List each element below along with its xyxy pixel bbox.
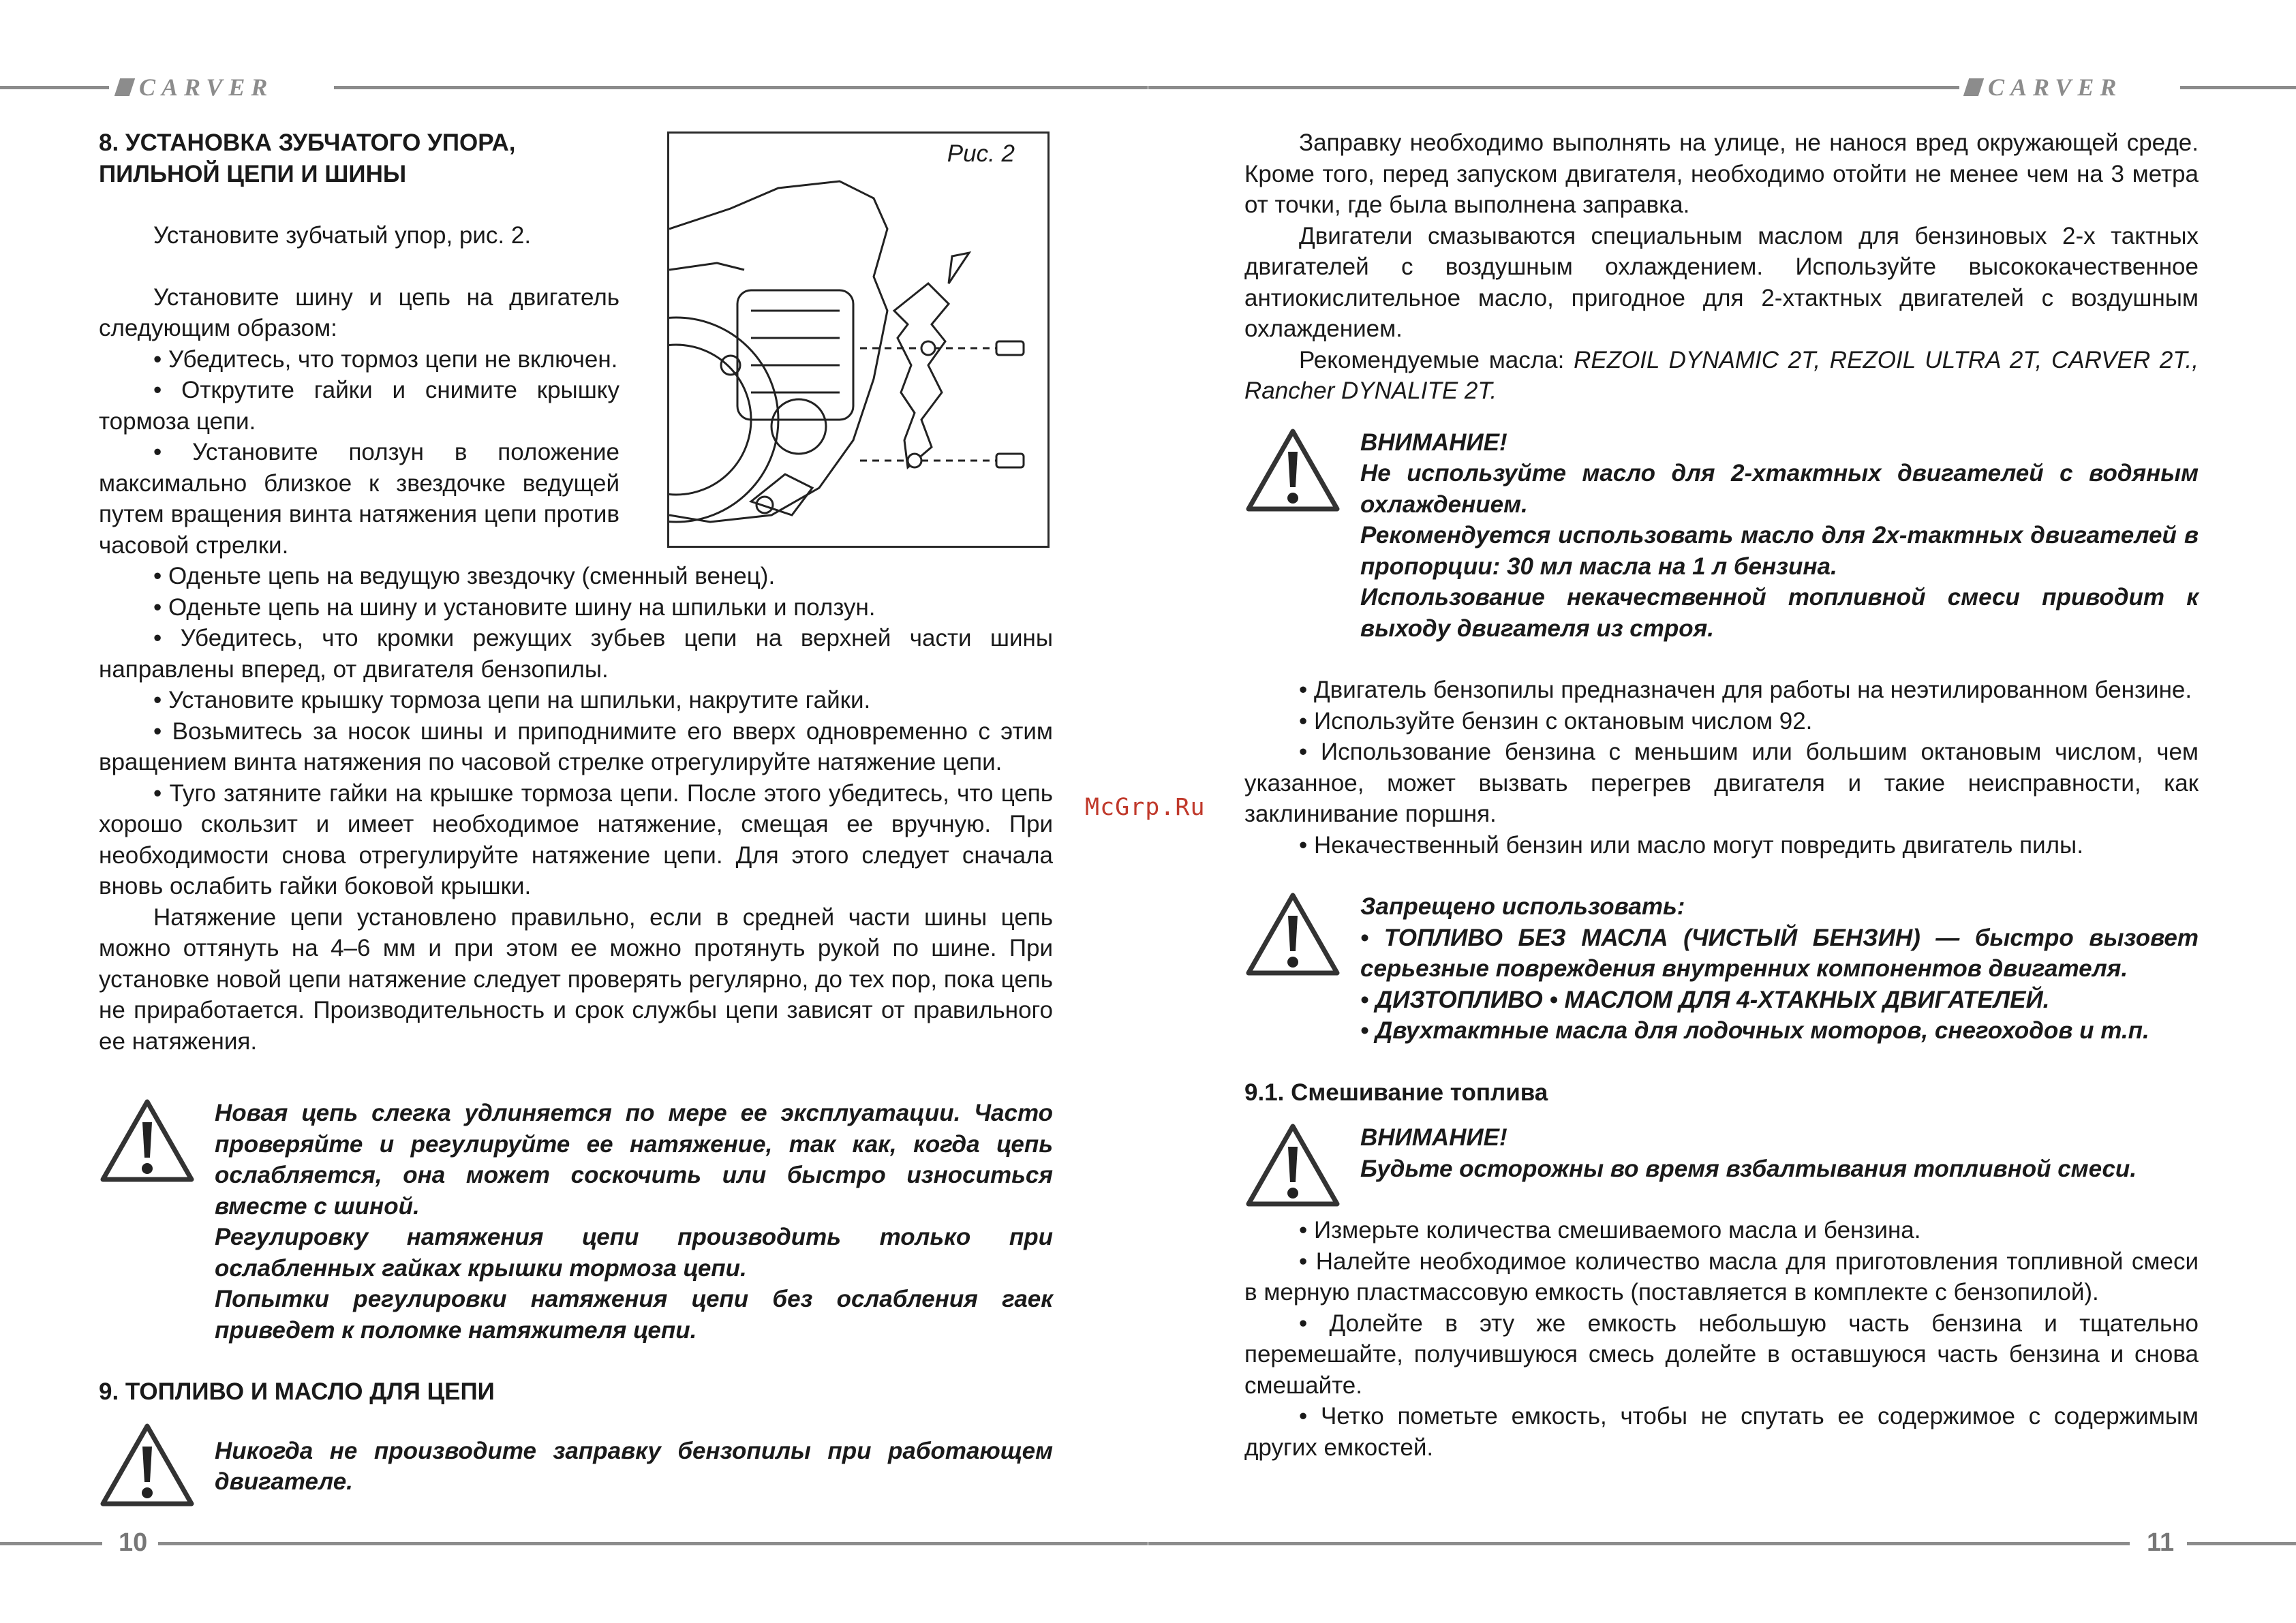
brand-mark-icon	[114, 78, 135, 96]
warning-triangle-icon	[99, 1422, 196, 1508]
list-item: • Оденьте цепь на шину и установите шину на шпильки и ползун.	[153, 593, 876, 621]
list-item: • Измерьте количества смешиваемого масла и бензина.	[1299, 1217, 1921, 1243]
footer-rule-right-2	[2187, 1542, 2296, 1545]
list-item: • Убедитесь, что тормоз цепи не включен.	[153, 345, 618, 373]
paragraph: Рекомендуемые масла: REZOIL DYNAMIC 2T, REZOIL ULTRA 2T, CARVER 2T., Rancher DYNALITE 2T.	[1244, 346, 2199, 404]
paragraph: Установите зубчатый упор, рис. 2.	[153, 222, 532, 249]
header-rule-right	[1148, 86, 1959, 89]
footer-rule-right	[1148, 1542, 2130, 1545]
list-item: • Налейте необходимое количество масла для приготовления топливной смеси в мерную пластмассовую емкость (поставляется в комплекте с бензопилой).	[1244, 1248, 2199, 1305]
list-item: • Установите крышку тормоза цепи на шпильки, накрутите гайки.	[153, 687, 871, 713]
list-item: • Долейте в эту же емкость небольшую часть бензина и тщательно перемешайте, получившуюся смесь долейте в оставшуюся часть бензина и снова смешайте.	[1244, 1310, 2199, 1399]
list-item: • Двигатель бензопилы предназначен для работы на неэтилированном бензине.	[1299, 677, 2192, 703]
brand-logo-left: CARVER	[117, 74, 273, 101]
header-rule-left	[0, 86, 109, 89]
list-item: • Оденьте цепь на ведущую звездочку (сменный венец).	[153, 563, 776, 589]
watermark: McGrp.Ru	[1085, 794, 1206, 821]
paragraph: Заправку необходимо выполнять на улице, не нанося вред окружающей среде. Кроме того, перед запуском двигателя, необходимо отойти не менее чем на 3 метра от точки, где была выполнена заправка.	[1244, 129, 2199, 218]
paragraph: Натяжение цепи установлено правильно, если в средней части шины цепь можно оттянуть на 4–6 мм и при этом ее можно протянуть рукой по шине. При установке новой цепи натяжение следует проверять регулярно, до тех пор, пока цепь не приработается. Производительность и срок службы цепи зависят от правильного ее натяжения.	[99, 903, 1053, 1055]
paragraph: Двигатели смазываются специальным маслом для бензиновых 2-х тактных двигателей с воздушным охлаждением. Используйте высококачественное антиокислительное масло, пригодное для 2-хтактных двигателей с воздушным охлаждением.	[1244, 222, 2199, 342]
right-page	[1148, 0, 2296, 1623]
warning-block-prohibited: Запрещено использовать: • ТОПЛИВО БЕЗ МАСЛА (ЧИСТЫЙ БЕНЗИН) — быстро вызовет серьезные повреждения внутренних компонентов двигателя. • ДИЗТОПЛИВО • МАСЛОМ ДЛЯ 4-ХТАКНЫХ ДВИГАТЕЛЕЙ. • Двухтактные масла для лодочных моторов, снегоходов и т.п.	[1244, 891, 2199, 1047]
page-number-right: 11	[2147, 1528, 2175, 1557]
warning-triangle-icon	[1244, 1122, 1341, 1208]
header-rule-left-2	[334, 86, 1148, 89]
paragraph: Установите шину и цепь на двигатель следующим образом:	[99, 283, 619, 341]
right-column	[1244, 127, 2199, 1463]
warning-block-refuel: Никогда не производите заправку бензопилы при работающем двигателе.	[99, 1422, 1053, 1498]
section-9-heading: 9. ТОПЛИВО И МАСЛО ДЛЯ ЦЕПИ	[99, 1378, 495, 1405]
list-item: • Туго затяните гайки на крышке тормоза цепи. После этого убедитесь, что цепь хорошо скользит и имеет необходимое натяжение, смещая ее вручную. При необходимости снова отрегулируйте натяжение цепи. Для этого следует сначала вновь ослабить гайки боковой крышки.	[99, 779, 1053, 899]
figure-caption: Рис. 2	[947, 140, 1015, 167]
warning-triangle-icon	[1244, 891, 1341, 977]
list-item: • Четко пометьте емкость, чтобы не спутать ее содержимое с содержимым других емкостей.	[1244, 1403, 2199, 1461]
list-item: • Установите ползун в положение максимально близкое к звездочке ведущей путем вращения винта натяжения цепи против часовой стрелки.	[99, 439, 619, 559]
left-column	[99, 127, 1053, 1498]
warning-triangle-icon	[1244, 427, 1341, 513]
list-item: • Открутите гайки и снимите крышку тормоза цепи.	[99, 377, 619, 435]
page-number-left: 10	[119, 1528, 148, 1557]
brand-mark-icon	[1963, 78, 1984, 96]
warning-block-mixing: ВНИМАНИЕ! Будьте осторожны во время взбалтывания топливной смеси.	[1244, 1122, 2199, 1184]
section-8-heading: 8. УСТАНОВКА ЗУБЧАТОГО УПОРА, ПИЛЬНОЙ ЦЕПИ И ШИНЫ	[99, 129, 516, 187]
list-item: • Убедитесь, что кромки режущих зубьев цепи на верхней части шины направлены вперед, от двигателя бензопилы.	[99, 625, 1053, 683]
list-item: • Использование бензина с меньшим или большим октановым числом, чем указанное, может вызвать перегрев двигателя и такие неисправности, как заклинивание поршня.	[1244, 739, 2199, 827]
section-9-1-heading: 9.1. Смешивание топлива	[1244, 1079, 1548, 1106]
footer-rule-left	[0, 1542, 102, 1545]
warning-triangle-icon	[99, 1098, 196, 1184]
warning-block-oil: ВНИМАНИЕ! Не используйте масло для 2-хтактных двигателей с водяным охлаждением. Рекомендуется использовать масло для 2х-тактных двигателей в пропорции: 30 мл масла на 1 л бензина. Использование некачественной топливной смеси приводит к выходу двигателя из строя.	[1244, 427, 2199, 645]
list-item: • Используйте бензин с октановым числом 92.	[1299, 707, 1813, 735]
footer-rule-left-2	[158, 1542, 1148, 1545]
list-item: • Некачественный бензин или масло могут повредить двигатель пилы.	[1299, 831, 2083, 859]
header-rule-right-2	[2180, 86, 2296, 89]
warning-block-chain: Новая цепь слегка удлиняется по мере ее эксплуатации. Часто проверяйте и регулируйте ее натяжение, так как, когда цепь ослабляется, она может соскочить или быстро износиться вместе с шиной. Регулировку натяжения цепи производить только при ослабленных гайках крышки тормоза цепи. Попытки регулировки натяжения цепи без ослабления гаек приведет к поломке натяжителя цепи.	[99, 1098, 1053, 1346]
brand-logo-right: CARVER	[1966, 74, 2122, 101]
list-item: • Возьмитесь за носок шины и приподнимите его вверх одновременно с этим вращением винта натяжения по часовой стрелке отрегулируйте натяжение цепи.	[99, 717, 1053, 775]
